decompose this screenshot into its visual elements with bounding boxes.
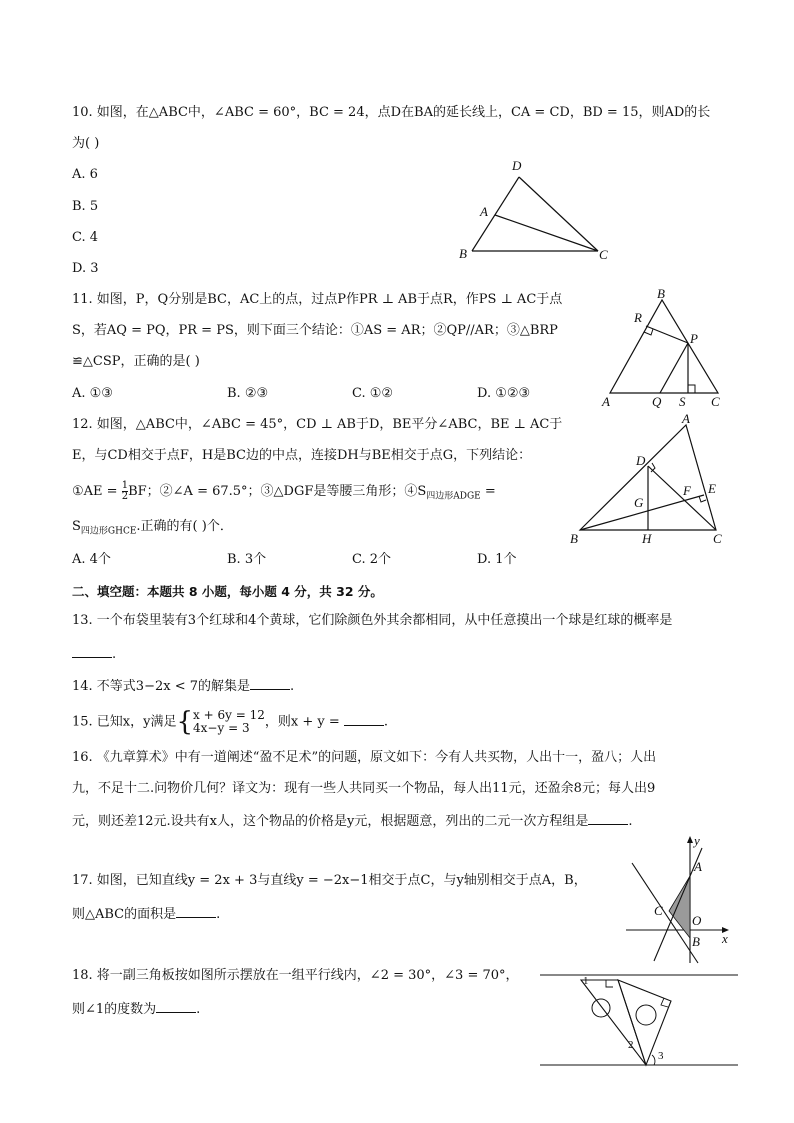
q17-label-c: C xyxy=(654,903,663,918)
q17-line2 xyxy=(72,903,220,925)
q15-text-c: . xyxy=(383,714,388,730)
q16-line3-a: 元，则还差12元.设共有x人，这个物品的价格是y元，根据题意，列出的二元一次方程组是 xyxy=(72,814,589,829)
q10-line-dc xyxy=(519,177,598,251)
q15-line xyxy=(72,707,388,738)
q10-figure xyxy=(455,155,625,265)
q16-answer-blank[interactable] xyxy=(588,810,628,825)
q16-line3 xyxy=(72,810,633,832)
q11-option-c: C. ①② xyxy=(352,386,394,401)
q12-option-c: C. 2个 xyxy=(352,552,392,567)
q10-label-a: A xyxy=(480,204,488,219)
q16-line1: 16. 《九章算术》中有一道阐述“盈不足术”的问题，原文如下：今有人共买物，人出十一，盈八；人出 xyxy=(72,750,657,765)
q11-label-s: S xyxy=(679,394,686,409)
q18-circle-right xyxy=(636,1005,656,1025)
q12-label-d: D xyxy=(636,453,646,468)
q15-answer-blank[interactable] xyxy=(344,711,384,726)
q18-line2-a: 则∠1的度数为 xyxy=(72,1002,157,1017)
q18-angle3-arc xyxy=(652,1055,655,1065)
q12-line4-a: S xyxy=(72,519,81,534)
q10-line-ac xyxy=(495,215,598,251)
q12-line-cd xyxy=(648,466,716,530)
q12-label-b: B xyxy=(570,531,578,546)
q18-label-3: 3 xyxy=(658,1050,664,1062)
q17-label-o: O xyxy=(692,913,702,928)
q11-label-b: B xyxy=(657,286,665,301)
q17-y-arrow xyxy=(687,836,693,843)
q10-line1: 10. 如图，在△ABC中，∠ABC = 60°，BC = 24，点D在BA的延长线上，CA = CD，BD = 15，则AD的长 xyxy=(72,105,711,120)
q13-line1: 13. 一个布袋里装有3个红球和4个黄球，它们除颜色外其余都相同，从中任意摸出一个球是红球的概率是 xyxy=(72,613,673,628)
q17-label-b: B xyxy=(692,934,700,949)
q12-option-b: B. 3个 xyxy=(227,552,267,567)
q13-line2 xyxy=(72,643,116,665)
q12-sub2: 四边形GHCE xyxy=(80,526,137,537)
q11-option-a: A. ①③ xyxy=(72,386,113,401)
q12-label-h: H xyxy=(642,531,652,546)
q12-option-a: A. 4个 xyxy=(72,552,111,567)
q10-option-d: D. 3 xyxy=(72,261,99,276)
q14-text-b: . xyxy=(290,679,295,694)
q11-option-d: D. ①②③ xyxy=(477,386,531,401)
q11-triangle-abc xyxy=(610,300,718,393)
q17-line1: 17. 如图，已知直线y = 2x + 3与直线y = −2x−1相交于点C，与y轴别相交于点A，B， xyxy=(72,873,587,888)
q12-line1: 12. 如图，△ABC中，∠ABC = 45°，CD ⊥ AB于D，BE平分∠ABC，BE ⊥ AC于 xyxy=(72,417,563,432)
q17-label-a: A xyxy=(694,859,702,874)
q11-label-p: P xyxy=(690,331,698,346)
q18-answer-blank[interactable] xyxy=(156,998,196,1013)
q12-frac-num: 1 xyxy=(121,480,129,491)
q11-line1: 11. 如图，P，Q分别是BC，AC上的点，过点P作PR ⊥ AB于点R，作PS ⊥ AC于点 xyxy=(72,292,563,307)
q10-label-c: C xyxy=(599,247,608,262)
q12-line3 xyxy=(72,481,496,507)
q11-line-pq xyxy=(660,343,688,393)
q15-eq1: x + 6y = 12 xyxy=(193,708,265,722)
q10-label-d: D xyxy=(512,158,522,173)
q18-line2 xyxy=(72,998,200,1020)
q18-line1: 18. 将一副三角板按如图所示摆放在一组平行线内，∠2 = 30°，∠3 = 70°， xyxy=(72,968,519,983)
q12-line3-c: = xyxy=(480,484,496,499)
q15-system xyxy=(193,709,265,735)
q17-line2-a: 则△ABC的面积是 xyxy=(72,907,177,922)
q12-label-a: A xyxy=(682,411,690,426)
q11-label-c: C xyxy=(711,394,720,409)
q11-figure xyxy=(598,288,728,413)
q18-label-2: 2 xyxy=(628,1039,634,1051)
q14-line xyxy=(72,675,294,697)
q12-line4-b: .正确的有( )个． xyxy=(136,519,233,534)
q15-brace: { xyxy=(176,707,194,737)
q10-option-b: B. 5 xyxy=(72,199,99,214)
q11-option-b: B. ②③ xyxy=(227,386,269,401)
q12-figure xyxy=(566,413,731,548)
q12-sub1: 四边形ADGE xyxy=(426,491,481,502)
q17-answer-blank[interactable] xyxy=(176,903,216,918)
q14-answer-blank[interactable] xyxy=(250,675,290,690)
q14-text-a: 14. 不等式3−2x < 7的解集是 xyxy=(72,679,251,694)
q16-line2: 九，不足十二.问物价几何？译文为：现有一些人共同买一个物品，每人出11元，还盈余8元；每人出9 xyxy=(72,781,656,796)
q12-label-f: F xyxy=(683,483,691,498)
q12-line2: E，与CD相交于点F，H是BC边的中点，连接DH与BE相交于点G，下列结论： xyxy=(72,448,532,463)
q17-line2-b: . xyxy=(216,907,221,922)
q11-line2: S，若AQ = PQ，PR = PS，则下面三个结论：①AS = AR；②QP//AR；③△BRP xyxy=(72,323,558,338)
q11-line3: ≌△CSP，正确的是( ) xyxy=(72,354,200,369)
q12-line3-a: ①AE = xyxy=(72,484,122,499)
q13-line2-end: . xyxy=(112,647,117,662)
q12-line4 xyxy=(72,517,233,542)
q12-right-angle-d xyxy=(651,463,655,472)
section-fill-in-heading: 二、填空题：本题共 8 小题，每小题 4 分，共 32 分。 xyxy=(72,584,383,599)
q12-label-g: G xyxy=(634,495,644,510)
q12-line3-b: BF；②∠A = 67.5°；③△DGF是等腰三角形；④S xyxy=(128,484,427,499)
q10-option-a: A. 6 xyxy=(72,167,98,182)
q17-label-y: y xyxy=(694,833,700,848)
q11-label-q: Q xyxy=(652,394,662,409)
q11-label-a: A xyxy=(602,394,610,409)
q12-option-d: D. 1个 xyxy=(477,552,517,567)
q18-label-1: 1 xyxy=(583,975,589,987)
q10-option-c: C. 4 xyxy=(72,230,99,245)
q18-triangle-left xyxy=(581,980,646,1065)
q13-answer-blank[interactable] xyxy=(72,643,112,658)
q18-right-angle-left xyxy=(606,980,613,987)
q15-text-a: 15. 已知x，y满足 xyxy=(72,714,177,730)
q16-line3-b: . xyxy=(628,814,633,829)
q10-label-b: B xyxy=(459,246,467,261)
q18-circle-left xyxy=(592,999,610,1017)
q11-right-angle-s xyxy=(688,385,695,393)
q10-line2: 为( ) xyxy=(72,136,100,151)
q17-figure xyxy=(622,833,740,965)
q12-label-e: E xyxy=(708,481,716,496)
q12-label-c: C xyxy=(713,531,722,546)
q11-line-pr xyxy=(646,326,688,343)
q18-line2-b: . xyxy=(196,1002,201,1017)
q17-label-x: x xyxy=(722,931,728,946)
q18-figure xyxy=(538,968,740,1070)
q17-shaded-triangle xyxy=(669,876,690,938)
q12-frac-den: 2 xyxy=(121,491,129,502)
q15-eq2: 4x−y = 3 xyxy=(193,721,250,735)
q12-right-angle-e xyxy=(699,496,706,502)
q11-label-r: R xyxy=(634,310,642,325)
q15-text-b: ，则x + y = xyxy=(264,714,344,730)
